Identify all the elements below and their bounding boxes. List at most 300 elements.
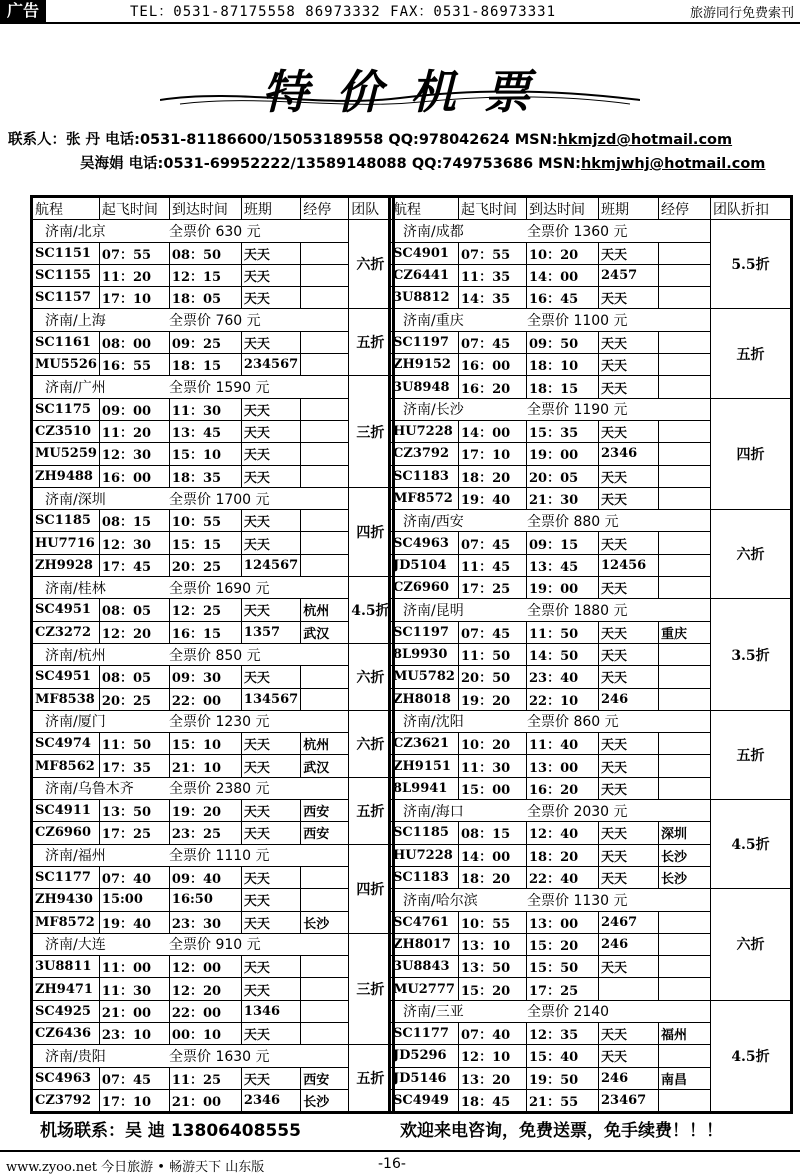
stopover: 杭州 — [301, 599, 349, 621]
stopover: 深圳 — [659, 822, 711, 844]
schedule: 天天 — [241, 510, 300, 532]
qq: QQ:978042624 — [388, 132, 510, 148]
route-name: 济南/厦门 — [45, 714, 106, 731]
schedule: 天天 — [241, 911, 300, 933]
column-header: 起飞时间 — [459, 198, 527, 220]
flight-row — [33, 621, 393, 643]
arrival-time: 15：20 — [527, 933, 599, 955]
stopover — [659, 287, 711, 309]
welcome-message: 欢迎来电咨询，免费送票，免手续费！！！ — [400, 1121, 723, 1141]
route-name: 济南/成都 — [403, 223, 464, 240]
stopover — [659, 487, 711, 509]
schedule: 天天 — [241, 264, 300, 286]
schedule: 天天 — [599, 376, 659, 398]
group-discount: 六折 — [349, 643, 392, 710]
route-cell — [391, 510, 711, 532]
flight-number: ZH9152 — [391, 354, 459, 376]
arrival-time: 21：30 — [527, 487, 599, 509]
departure-time: 15：20 — [459, 978, 527, 1000]
stopover — [659, 465, 711, 487]
group-discount: 五折 — [711, 710, 791, 799]
arrival-time: 13：45 — [169, 420, 241, 442]
contact-name: 吴海娟 — [80, 156, 124, 172]
schedule: 天天 — [241, 866, 300, 888]
flight-number: MF8562 — [33, 755, 100, 777]
route-name: 济南/哈尔滨 — [403, 892, 478, 909]
departure-time: 12：30 — [99, 443, 169, 465]
arrival-time: 23：25 — [169, 822, 241, 844]
schedule: 天天 — [599, 354, 659, 376]
departure-time: 07：40 — [99, 866, 169, 888]
flight-number: 3U8948 — [391, 376, 459, 398]
stopover — [659, 376, 711, 398]
departure-time: 11：00 — [99, 956, 169, 978]
route-name: 济南/大连 — [45, 937, 106, 954]
route-cell — [391, 1000, 711, 1022]
group-discount: 五折 — [349, 1045, 392, 1112]
stopover — [301, 354, 349, 376]
schedule: 天天 — [241, 666, 300, 688]
schedule: 天天 — [241, 287, 300, 309]
stopover — [301, 956, 349, 978]
departure-time: 11：20 — [99, 420, 169, 442]
flight-number: 3U8812 — [391, 287, 459, 309]
arrival-time: 12：20 — [169, 978, 241, 1000]
route-cell — [391, 710, 711, 732]
arrival-time: 16:50 — [169, 889, 241, 911]
arrival-time: 12：25 — [169, 599, 241, 621]
column-header: 航程 — [391, 198, 459, 220]
stopover — [301, 1022, 349, 1044]
route-name: 济南/深圳 — [45, 491, 106, 508]
flight-number: 3U8843 — [391, 956, 459, 978]
schedule: 天天 — [599, 844, 659, 866]
schedule: 2346 — [599, 443, 659, 465]
arrival-time: 15：15 — [169, 532, 241, 554]
schedule: 12456 — [599, 554, 659, 576]
column-header: 到达时间 — [527, 198, 599, 220]
flight-number: ZH9151 — [391, 755, 459, 777]
flight-number: SC4963 — [33, 1067, 100, 1089]
flight-row — [33, 956, 393, 978]
stopover — [301, 889, 349, 911]
route-row — [33, 710, 393, 732]
route-name: 济南/乌鲁木齐 — [45, 781, 134, 798]
group-discount: 六折 — [349, 710, 392, 777]
departure-time: 11：50 — [99, 733, 169, 755]
flight-row — [33, 510, 393, 532]
flight-number: JD5296 — [391, 1045, 459, 1067]
schedule: 1357 — [241, 621, 300, 643]
route-name: 济南/重庆 — [403, 313, 464, 330]
departure-time: 07：55 — [459, 242, 527, 264]
arrival-time: 12：35 — [527, 1022, 599, 1044]
stopover — [301, 666, 349, 688]
arrival-time: 13：00 — [527, 911, 599, 933]
route-cell — [33, 777, 349, 799]
departure-time: 11：35 — [459, 264, 527, 286]
arrival-time: 19：50 — [527, 1067, 599, 1089]
flight-number: CZ6436 — [33, 1022, 100, 1044]
arrival-time: 15：10 — [169, 733, 241, 755]
route-price: 全票价 910 元 — [169, 937, 261, 954]
arrival-time: 00：10 — [169, 1022, 241, 1044]
flight-number: ZH9928 — [33, 554, 100, 576]
arrival-time: 21：55 — [527, 1089, 599, 1111]
flight-number: CZ3621 — [391, 733, 459, 755]
column-header: 班期 — [241, 198, 300, 220]
schedule: 天天 — [241, 1022, 300, 1044]
flight-row — [33, 822, 393, 844]
stopover — [659, 978, 711, 1000]
stopover: 重庆 — [659, 621, 711, 643]
schedule: 天天 — [241, 465, 300, 487]
arrival-time: 11：25 — [169, 1067, 241, 1089]
departure-time: 17：10 — [99, 287, 169, 309]
arrival-time: 20：25 — [169, 554, 241, 576]
stopover: 西安 — [301, 1067, 349, 1089]
page-footer — [0, 1150, 800, 1174]
departure-time: 16：20 — [459, 376, 527, 398]
flight-number: SC4974 — [33, 733, 100, 755]
route-price: 全票价 1880 元 — [527, 602, 628, 619]
msn-link[interactable]: hkmjwhj@hotmail.com — [580, 156, 766, 172]
route-name: 济南/西安 — [403, 513, 464, 530]
group-discount: 4.5折 — [711, 800, 791, 889]
route-name: 济南/广州 — [45, 380, 106, 397]
departure-time: 12：10 — [459, 1045, 527, 1067]
departure-time: 07：45 — [99, 1067, 169, 1089]
qq: QQ:749753686 — [411, 156, 534, 172]
arrival-time: 11：50 — [527, 621, 599, 643]
flight-number: CZ6441 — [391, 264, 459, 286]
flight-number: CZ3510 — [33, 420, 100, 442]
departure-time: 17：10 — [99, 1089, 169, 1111]
stopover — [301, 398, 349, 420]
schedule: 234567 — [241, 354, 300, 376]
schedule: 天天 — [599, 465, 659, 487]
group-discount: 4.5折 — [349, 577, 392, 644]
flight-number: SC1185 — [391, 822, 459, 844]
arrival-time: 16：45 — [527, 287, 599, 309]
route-cell — [391, 599, 711, 621]
flight-number: ZH9471 — [33, 978, 100, 1000]
stopover — [659, 554, 711, 576]
route-name: 济南/杭州 — [45, 647, 106, 664]
flight-row — [33, 264, 393, 286]
route-cell — [33, 1045, 349, 1067]
arrival-time: 12：40 — [527, 822, 599, 844]
route-row — [33, 844, 393, 866]
route-row — [33, 933, 393, 955]
flight-row — [33, 978, 393, 1000]
flight-number: MF8572 — [391, 487, 459, 509]
group-discount: 六折 — [711, 889, 791, 1000]
stopover — [659, 242, 711, 264]
stopover — [659, 666, 711, 688]
schedule: 天天 — [599, 287, 659, 309]
arrival-time: 18：15 — [527, 376, 599, 398]
route-row — [391, 889, 791, 911]
departure-time: 12：30 — [99, 532, 169, 554]
arrival-time: 10：55 — [169, 510, 241, 532]
schedule: 天天 — [241, 889, 300, 911]
title-underline-swoosh — [160, 86, 640, 110]
departure-time: 10：20 — [459, 733, 527, 755]
group-discount: 六折 — [349, 220, 392, 309]
group-discount: 三折 — [349, 933, 392, 1044]
flight-number: CZ6960 — [33, 822, 100, 844]
column-header: 起飞时间 — [99, 198, 169, 220]
column-header: 班期 — [599, 198, 659, 220]
arrival-time: 09：50 — [527, 331, 599, 353]
stopover — [301, 866, 349, 888]
route-row — [33, 220, 393, 242]
arrival-time: 20：05 — [527, 465, 599, 487]
departure-time: 15：00 — [459, 777, 527, 799]
route-name: 济南/福州 — [45, 848, 106, 865]
flight-number: ZH8018 — [391, 688, 459, 710]
stopover — [659, 911, 711, 933]
departure-time: 11：45 — [459, 554, 527, 576]
route-cell — [33, 577, 349, 599]
stopover — [301, 688, 349, 710]
departure-time: 08：00 — [99, 331, 169, 353]
flight-row — [33, 532, 393, 554]
group-discount: 五折 — [349, 309, 392, 376]
flight-number: MU2777 — [391, 978, 459, 1000]
tagline: 旅游同行免费索刊 — [689, 6, 794, 21]
msn-label: MSN: — [538, 156, 581, 172]
stopover: 长沙 — [301, 911, 349, 933]
route-price: 全票价 2140 — [527, 1004, 610, 1021]
stopover: 福州 — [659, 1022, 711, 1044]
schedule: 天天 — [599, 242, 659, 264]
flight-row — [33, 1067, 393, 1089]
stopover — [659, 264, 711, 286]
route-name: 济南/三亚 — [403, 1004, 464, 1021]
arrival-time: 15：35 — [527, 420, 599, 442]
phone: 0531-69952222/13589148088 — [163, 156, 407, 172]
flight-number: SC1177 — [33, 866, 100, 888]
flight-number: SC4951 — [33, 666, 100, 688]
schedule: 天天 — [599, 777, 659, 799]
stopover — [659, 933, 711, 955]
route-name: 济南/上海 — [45, 313, 106, 330]
arrival-time: 18：10 — [527, 354, 599, 376]
departure-time: 10：55 — [459, 911, 527, 933]
schedule: 1346 — [241, 1000, 300, 1022]
departure-time: 09：00 — [99, 398, 169, 420]
flight-row — [33, 331, 393, 353]
stopover — [659, 956, 711, 978]
schedule: 天天 — [599, 666, 659, 688]
flight-number: SC1155 — [33, 264, 100, 286]
departure-time: 17：35 — [99, 755, 169, 777]
departure-time: 15:00 — [99, 889, 169, 911]
flight-number: SC1183 — [391, 866, 459, 888]
route-price: 全票价 1690 元 — [169, 580, 270, 597]
route-price: 全票价 2030 元 — [527, 803, 628, 820]
arrival-time: 08：50 — [169, 242, 241, 264]
flight-row — [33, 666, 393, 688]
arrival-time: 09：25 — [169, 331, 241, 353]
stopover — [301, 465, 349, 487]
flight-number: 8L9930 — [391, 643, 459, 665]
stopover — [659, 643, 711, 665]
stopover: 西安 — [301, 800, 349, 822]
schedule: 天天 — [599, 621, 659, 643]
stopover — [301, 242, 349, 264]
route-name: 济南/桂林 — [45, 580, 106, 597]
group-discount: 四折 — [349, 844, 392, 933]
footer-site: www.zyoo.net 今日旅游 • 畅游天下 山东版 — [6, 1160, 265, 1175]
departure-time: 08：05 — [99, 599, 169, 621]
flight-number: SC1151 — [33, 242, 100, 264]
route-cell — [33, 376, 349, 398]
arrival-time: 23：40 — [527, 666, 599, 688]
stopover — [659, 777, 711, 799]
flight-number: CZ3792 — [391, 443, 459, 465]
route-price: 全票价 1130 元 — [527, 892, 628, 909]
route-row — [33, 777, 393, 799]
departure-time: 18：20 — [459, 465, 527, 487]
stopover — [659, 354, 711, 376]
arrival-time: 19：20 — [169, 800, 241, 822]
stopover: 杭州 — [301, 733, 349, 755]
flight-number: SC4963 — [391, 532, 459, 554]
group-discount: 四折 — [711, 398, 791, 509]
departure-time: 19：40 — [99, 911, 169, 933]
flight-number: MU5259 — [33, 443, 100, 465]
route-cell — [391, 309, 711, 331]
route-row — [391, 220, 791, 242]
ad-label: 广告 — [0, 0, 46, 22]
departure-time: 14：35 — [459, 287, 527, 309]
arrival-time: 13：45 — [527, 554, 599, 576]
departure-time: 07：45 — [459, 621, 527, 643]
stopover — [301, 510, 349, 532]
column-header: 团队折扣 — [711, 198, 791, 220]
route-row — [33, 577, 393, 599]
route-price: 全票价 630 元 — [169, 223, 261, 240]
arrival-time: 12：15 — [169, 264, 241, 286]
schedule: 天天 — [599, 331, 659, 353]
page-number: -16- — [378, 1156, 406, 1172]
route-cell — [391, 889, 711, 911]
flight-number: SC1183 — [391, 465, 459, 487]
table-header-row — [391, 198, 791, 220]
arrival-time: 19：00 — [527, 577, 599, 599]
contact-row-2 — [8, 152, 765, 176]
schedule: 天天 — [241, 398, 300, 420]
route-row — [33, 376, 393, 398]
departure-time: 23：10 — [99, 1022, 169, 1044]
departure-time: 19：20 — [459, 688, 527, 710]
group-discount: 4.5折 — [711, 1000, 791, 1111]
stopover — [301, 443, 349, 465]
stopover — [659, 733, 711, 755]
stopover — [659, 443, 711, 465]
stopover — [301, 287, 349, 309]
flight-number: SC4951 — [33, 599, 100, 621]
arrival-time: 10：20 — [527, 242, 599, 264]
route-price: 全票价 850 元 — [169, 647, 261, 664]
route-price: 全票价 1630 元 — [169, 1048, 270, 1065]
schedule: 天天 — [241, 822, 300, 844]
flight-row — [33, 733, 393, 755]
route-row — [391, 599, 791, 621]
arrival-time: 22：10 — [527, 688, 599, 710]
flight-row — [33, 242, 393, 264]
schedule: 天天 — [241, 956, 300, 978]
arrival-time: 22：40 — [527, 866, 599, 888]
schedule: 246 — [599, 1067, 659, 1089]
flight-number: SC1157 — [33, 287, 100, 309]
departure-time: 13：10 — [459, 933, 527, 955]
flight-number: ZH8017 — [391, 933, 459, 955]
route-cell — [33, 643, 349, 665]
departure-time: 07：40 — [459, 1022, 527, 1044]
arrival-time: 19：00 — [527, 443, 599, 465]
route-row — [33, 643, 393, 665]
departure-time: 13：50 — [99, 800, 169, 822]
flight-number: CZ3272 — [33, 621, 100, 643]
flight-row — [33, 1022, 393, 1044]
mobile: 15053189558 — [272, 132, 384, 148]
msn-link[interactable]: hkmjzd@hotmail.com — [557, 132, 733, 148]
schedule: 天天 — [599, 643, 659, 665]
arrival-time: 18：35 — [169, 465, 241, 487]
schedule: 246 — [599, 688, 659, 710]
schedule: 天天 — [599, 956, 659, 978]
departure-time: 17：25 — [459, 577, 527, 599]
stopover — [659, 688, 711, 710]
schedule: 2467 — [599, 911, 659, 933]
flight-number: SC4949 — [391, 1089, 459, 1111]
phone-label: 电话: — [128, 156, 164, 172]
schedule: 天天 — [241, 331, 300, 353]
flight-number: SC1161 — [33, 331, 100, 353]
group-discount: 五折 — [349, 777, 392, 844]
airport-contact: 机场联系：吴 迪 13806408555 — [40, 1121, 301, 1141]
column-header: 到达时间 — [169, 198, 241, 220]
flight-number: JD5146 — [391, 1067, 459, 1089]
route-price: 全票价 1360 元 — [527, 223, 628, 240]
schedule: 天天 — [599, 733, 659, 755]
departure-time: 16：55 — [99, 354, 169, 376]
departure-time: 16：00 — [459, 354, 527, 376]
contacts-block — [8, 128, 765, 176]
flight-row — [33, 866, 393, 888]
phone: 0531-81186600/ — [139, 132, 273, 148]
route-cell — [33, 220, 349, 242]
flight-number: MU5526 — [33, 354, 100, 376]
departure-time: 08：05 — [99, 666, 169, 688]
schedule: 天天 — [241, 242, 300, 264]
flight-number: SC4761 — [391, 911, 459, 933]
arrival-time: 22：00 — [169, 1000, 241, 1022]
flight-number: SC1197 — [391, 621, 459, 643]
flight-number: HU7228 — [391, 844, 459, 866]
route-price: 全票价 1190 元 — [527, 402, 628, 419]
route-cell — [391, 220, 711, 242]
stopover — [659, 755, 711, 777]
route-row — [391, 398, 791, 420]
arrival-time: 12：00 — [169, 956, 241, 978]
route-price: 全票价 860 元 — [527, 714, 619, 731]
schedule: 天天 — [241, 1067, 300, 1089]
